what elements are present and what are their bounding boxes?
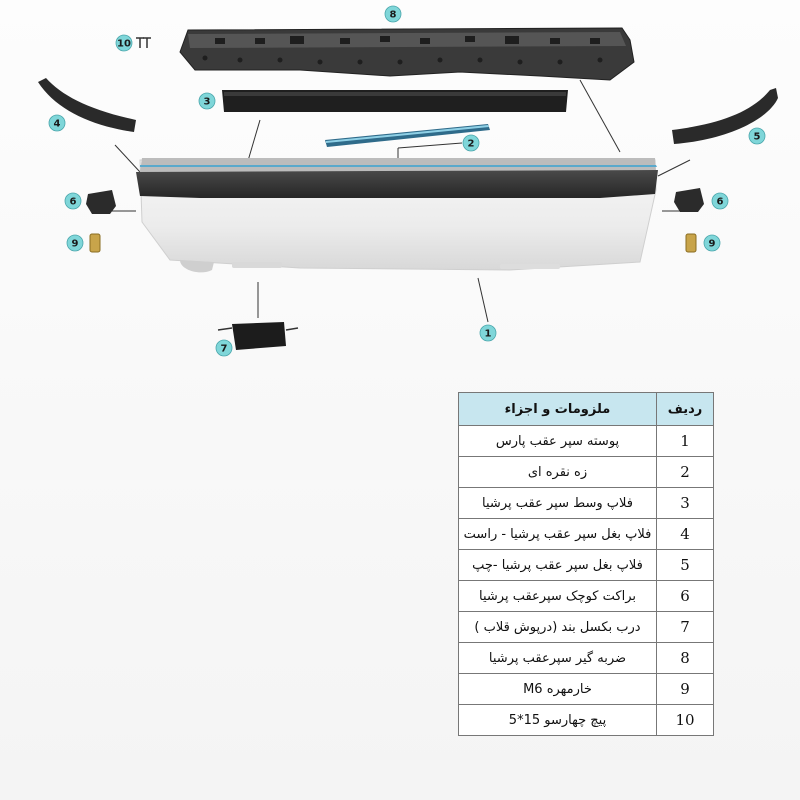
- row-number: 4: [657, 519, 714, 550]
- callout-6-left-label: 6: [69, 196, 77, 208]
- header-parts: ملزومات و اجزاء: [459, 393, 657, 426]
- row-description: براکت کوچک سپرعقب پرشیا: [459, 581, 657, 612]
- row-description: خارمهره M6: [459, 674, 657, 705]
- row-description: پیچ چهارسو 15*5: [459, 705, 657, 736]
- table-row: [459, 550, 714, 581]
- row-number: 2: [657, 457, 714, 488]
- energy-absorber-part: [180, 28, 634, 80]
- table-row: [459, 705, 714, 736]
- callout-6-right: [712, 193, 728, 209]
- table-row: [459, 612, 714, 643]
- callout-2-label: 2: [467, 138, 475, 150]
- row-description: درب بکسل بند (درپوش قلاب ): [459, 612, 657, 643]
- row-number: 1: [657, 426, 714, 457]
- middle-flap-part: [222, 90, 568, 112]
- parts-table: [458, 392, 714, 736]
- row-number: 7: [657, 612, 714, 643]
- callout-1-label: 1: [484, 328, 492, 340]
- callout-1: [480, 325, 496, 341]
- callout-6-left: [65, 193, 81, 209]
- table-row: [459, 488, 714, 519]
- exploded-parts-diagram: [0, 0, 800, 380]
- row-description: فلاپ بغل سپر عقب پرشیا - راست: [459, 519, 657, 550]
- callout-9-left: [67, 235, 83, 251]
- screws-part: [136, 38, 151, 48]
- row-description: فلاپ بغل سپر عقب پرشیا -چپ: [459, 550, 657, 581]
- row-number: 10: [657, 705, 714, 736]
- row-description: فلاپ وسط سپر عقب پرشیا: [459, 488, 657, 519]
- table-row: [459, 519, 714, 550]
- row-description: زه نقره ای: [459, 457, 657, 488]
- row-number: 3: [657, 488, 714, 519]
- callout-5: [749, 128, 765, 144]
- callout-9-right: [704, 235, 720, 251]
- table-row: [459, 581, 714, 612]
- callout-5-label: 5: [753, 131, 761, 143]
- callout-9-right-label: 9: [708, 238, 716, 250]
- row-number: 6: [657, 581, 714, 612]
- table-header-row: [459, 393, 714, 426]
- table-row: [459, 643, 714, 674]
- callout-4-label: 4: [53, 118, 61, 130]
- row-description: پوسته سپر عقب پارس: [459, 426, 657, 457]
- callout-3: [199, 93, 215, 109]
- callout-8: [385, 6, 401, 22]
- callout-10-label: 10: [117, 38, 131, 50]
- row-number: 8: [657, 643, 714, 674]
- row-number: 5: [657, 550, 714, 581]
- callout-10: [116, 35, 132, 51]
- bumper-shell-part: [136, 158, 658, 272]
- callout-3-label: 3: [203, 96, 211, 108]
- callout-8-label: 8: [389, 9, 397, 21]
- row-description: ضربه گیر سپرعقب پرشیا: [459, 643, 657, 674]
- table-row: [459, 457, 714, 488]
- header-row-number: ردیف: [657, 393, 714, 426]
- callout-7: [216, 340, 232, 356]
- table-row: [459, 426, 714, 457]
- table-row: [459, 674, 714, 705]
- callout-4: [49, 115, 65, 131]
- callout-6-right-label: 6: [716, 196, 724, 208]
- callout-2: [463, 135, 479, 151]
- row-number: 9: [657, 674, 714, 705]
- callout-7-label: 7: [220, 343, 228, 355]
- callout-9-left-label: 9: [71, 238, 79, 250]
